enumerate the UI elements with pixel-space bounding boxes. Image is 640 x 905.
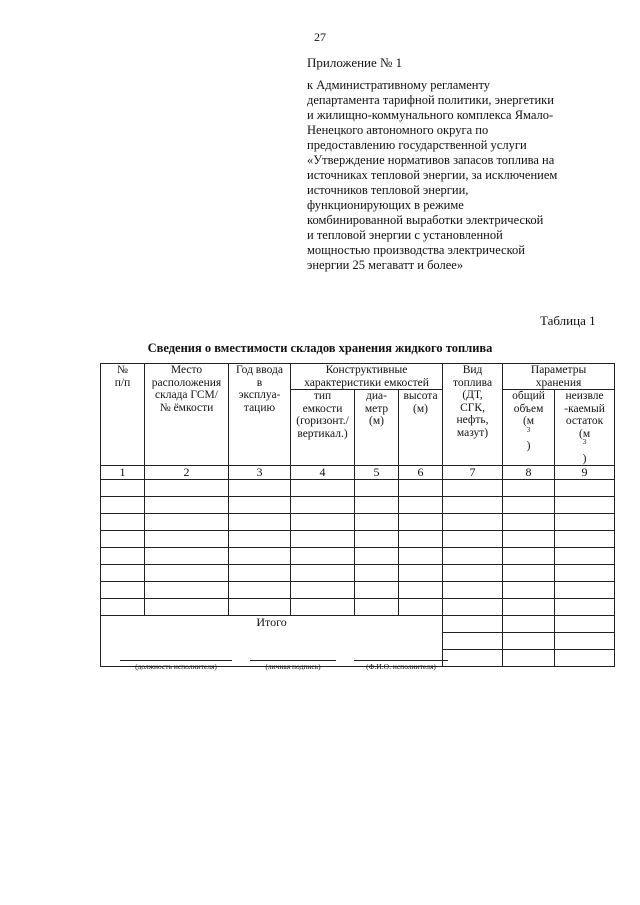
table-row: [101, 582, 615, 599]
table-row: [101, 480, 615, 497]
appendix-line: и жилищно-коммунального комплекса Ямало-: [307, 108, 554, 122]
appendix-line: источников тепловой энергии,: [307, 183, 469, 197]
signature-name-caption: (Ф.И.О. исполнителя): [354, 660, 448, 671]
header-storage-group: Параметры хранения: [503, 364, 615, 390]
total-row: [101, 616, 615, 633]
table-heading: Сведения о вместимости складов хранения жидкого топлива: [147, 341, 493, 355]
table-row: [101, 599, 615, 616]
appendix-line: к Административному регламенту: [307, 78, 491, 92]
header-unrecoverable-residue: неизвле -каемый остаток (м $^3$ ): [555, 390, 615, 466]
column-number: 1: [101, 466, 145, 480]
table-row: [101, 548, 615, 565]
column-number: 9: [555, 466, 615, 480]
column-number: 7: [443, 466, 503, 480]
header-diameter: диа- метр (м): [355, 390, 399, 466]
appendix-line: энергии 25 мегаватт и более»: [307, 258, 464, 272]
appendix-line: комбинированной выработки электрической: [307, 213, 544, 227]
column-number: 3: [229, 466, 291, 480]
header-height: высота (м): [399, 390, 443, 466]
header-commission-year: Год ввода в эксплуа- тацию: [229, 364, 291, 466]
appendix-line: предоставлению государственной услуги: [307, 138, 527, 152]
appendix-title: Приложение № 1: [307, 55, 403, 70]
column-number: 2: [145, 466, 229, 480]
page-number: 27: [314, 30, 326, 44]
appendix-line: Ненецкого автономного округа по: [307, 123, 489, 137]
header-constructive-group: Конструктивные характеристики емкостей: [291, 364, 443, 390]
column-number: 4: [291, 466, 355, 480]
header-location: Место расположения склада ГСМ/ № ёмкости: [145, 364, 229, 466]
total-label: Итого: [101, 616, 443, 667]
appendix-line: функционирующих в режиме: [307, 198, 464, 212]
table-label: Таблица 1: [540, 313, 596, 328]
header-fuel-type: Вид топлива (ДТ, СГК, нефть, мазут): [443, 364, 503, 466]
header-total-volume: общий объем (м $^3$ ): [503, 390, 555, 466]
appendix-body: [307, 78, 607, 273]
header-number: № п/п: [101, 364, 145, 466]
table-row: [101, 497, 615, 514]
appendix-line: и тепловой энергии с установленной: [307, 228, 503, 242]
column-number: 8: [503, 466, 555, 480]
table-row: [101, 514, 615, 531]
appendix-line: департамента тарифной политики, энергетики: [307, 93, 554, 107]
signature-sign-caption: (личная подпись): [250, 660, 336, 671]
table-row: [101, 531, 615, 548]
appendix-line: источниках тепловой энергии, за исключением: [307, 168, 558, 182]
appendix-line: мощностью производства электрической: [307, 243, 525, 257]
fuel-storage-table: [100, 363, 615, 667]
table-row: [101, 565, 615, 582]
signature-position-caption: (должность исполнителя): [120, 660, 232, 671]
header-tank-type: тип емкости (горизонт./ вертикал.): [291, 390, 355, 466]
column-number: 6: [399, 466, 443, 480]
column-number: 5: [355, 466, 399, 480]
appendix-line: «Утверждение нормативов запасов топлива на: [307, 153, 555, 167]
